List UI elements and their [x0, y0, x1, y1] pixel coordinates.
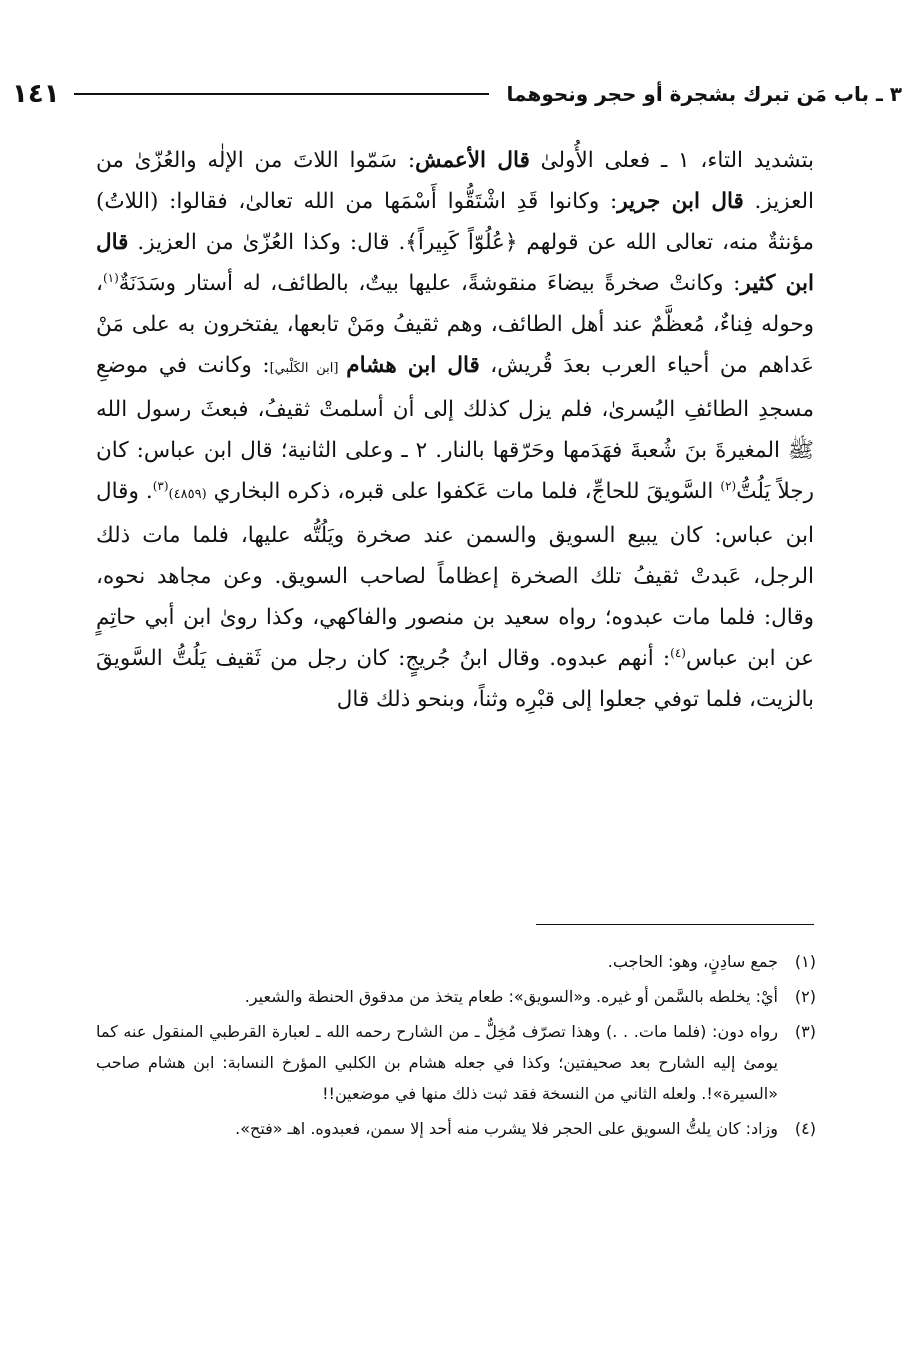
running-header: [12, 74, 902, 114]
footnote-ref: (٤): [670, 645, 686, 660]
bracket-note: [ابن الكَلْبي]: [269, 361, 347, 376]
speaker-label: قال ابن كثير: [96, 230, 814, 296]
text-segment: . وقال ابن عباس: كان يبيع السويق والسمن عند صخرة ويَلُتُّه عليها، فلما مات ذلك الرجل، عَبدتْ ثقيفُ تلك الصخرة إعظاماً لصاحب السويق. وعن مجاهد نحوه، وقال: فلما مات عبدوه؛ رواه سعيد بن منصور والفاكهي، وكذا روىٰ ابن أبي حاتِمٍ عن ابن عباس: [96, 479, 814, 671]
text-segment: ، وحوله فِناءٌ، مُعظَّمٌ عند أهل الطائف، وهم ثقيفُ ومَنْ تابعها، يفتخرون به على مَنْ عَداهم من أحياء العرب بعدَ قُريش،: [96, 271, 815, 378]
text-segment: : وكانت في موضعِ مسجدِ الطائفِ اليُسرىٰ، فلم يزل كذلك إلى أن أسلمتْ ثقيفُ، فبعثَ رسول الله ﷺ المغيرةَ بنَ شُعبةَ فهَدَمها وحَرّقها بالنار. ٢ ـ وعلى الثانية؛ قال ابن عباس: كان رجلاً يَلُتُّ: [96, 353, 814, 504]
footnote-ref: (٢): [720, 478, 737, 493]
text-segment: : أنهم عبدوه. وقال ابنُ جُريجٍ: كان رجل من ثَقيف يَلُتُّ السَّويقَ بالزيت، فلما توفي جعلوا إلى قبْرِه وثناً، وبنحو ذلك قال: [96, 646, 814, 712]
footnote-separator: [536, 924, 814, 925]
footnote-text: وزاد: كان يلتُّ السويق على الحجر فلا يشرب منه أحد إلا سمن، فعبدوه. اهـ «فتح».: [235, 1119, 778, 1138]
header-rule: [74, 93, 489, 95]
footnote-ref: (١): [102, 270, 119, 285]
text-segment: : سَمّوا اللاتَ من الإلٰه والعُزّىٰ من العزيز.: [96, 148, 814, 214]
footnote-number: (٤): [794, 1119, 816, 1138]
speaker-label: قال الأعمش: [415, 148, 530, 173]
main-text: [96, 140, 814, 720]
chapter-title: ٣ ـ باب مَن تبرك بشجرة أو حجر ونحوهما: [506, 82, 902, 106]
footnote-ref: (٣): [152, 478, 169, 493]
footnote-text: رواه دون: (فلما مات. . .) وهذا تصرّف مُخِلٌّ ـ من الشارح رحمه الله ـ لعبارة القرطبي المنقول عنه كما يومئ إليه الشارح بعد صحيفتين؛ وكذا في جعله هشام بن الكلبي المؤرخ النسابة: ابن هشام صاحب «السيرة»!. ولعله الثاني من النسخة فقد ثبت ذلك منها في موضعين!!: [96, 1022, 778, 1103]
footnote-number: (٣): [794, 1022, 816, 1041]
footnote: [96, 1113, 816, 1144]
footnote: [96, 981, 816, 1012]
page-number: ١٤١: [12, 79, 60, 109]
footnote: [96, 946, 816, 977]
body-paragraph: [96, 140, 814, 720]
footnote-text: أيْ: يخلطه بالسَّمن أو غيره. و«السويق»: طعام يتخذ من مدقوق الحنطة والشعير.: [244, 987, 778, 1006]
footnote-number: (٢): [794, 987, 816, 1006]
text-segment: : وكانتْ صخرةً بيضاءَ منقوشةً، عليها بيتٌ، بالطائف، له أستار وسَدَنَةٌ: [118, 271, 741, 296]
footnote: [96, 1016, 816, 1109]
hadith-number: (٤٨٥٩): [168, 487, 207, 502]
speaker-label: قال ابن جرير: [617, 189, 744, 214]
footnote-text: جمع سادِنٍ، وهو: الحاجب.: [607, 952, 778, 971]
text-segment: السَّويقَ للحاجِّ، فلما مات عَكفوا على قبره، ذكره البخاري: [206, 479, 721, 504]
footnotes: [96, 946, 816, 1148]
speaker-label: قال ابن هشام: [346, 353, 480, 378]
footnote-number: (١): [794, 952, 816, 971]
text-segment: بتشديد التاء، ١ ـ فعلى الأُولىٰ: [529, 148, 814, 173]
text-segment: : وكانوا قَدِ اشْتَقُّوا أَسْمَها من الله تعالىٰ، فقالوا: (اللاتُ) مؤنثةٌ منه، تعالى الله عن قولهم ﴿عُلُوّاً كَبِيراً﴾. قال: وكذا العُزّىٰ من العزيز.: [96, 189, 814, 255]
